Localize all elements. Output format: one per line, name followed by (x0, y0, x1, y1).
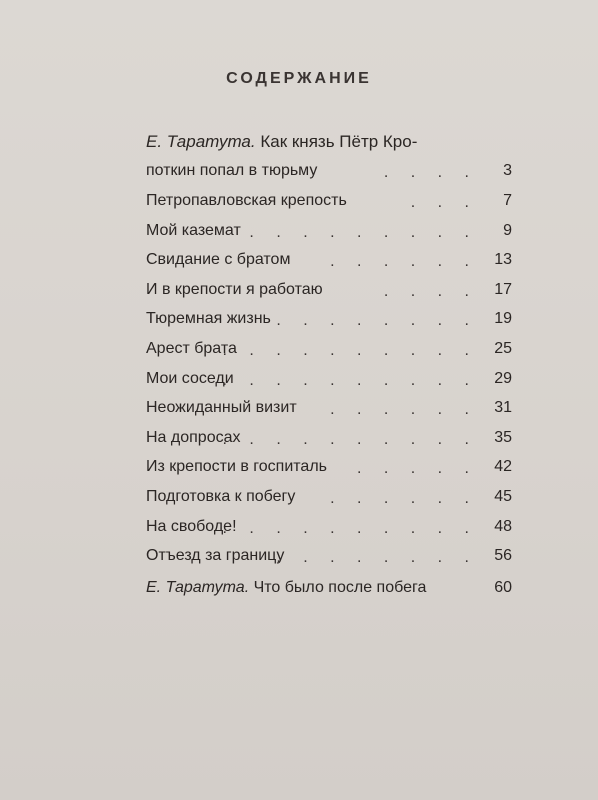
toc-entry-title: Тюремная жизнь (146, 310, 271, 328)
toc-entry (146, 192, 516, 222)
dot-leader: . . . . . . . . (276, 312, 478, 330)
toc-entry (146, 488, 516, 518)
toc-entry-title: Неожиданный визит (146, 399, 297, 417)
dot-leader: . . . . . . . . . . (222, 430, 478, 448)
toc-entry-afterword-text: Что было после побега (253, 578, 427, 596)
toc-entry-title: На допросах (146, 428, 241, 446)
toc-entry (146, 429, 516, 459)
toc-entry-title: Отъезд за границу (146, 547, 285, 565)
dot-leader: . . . . . . . . . (249, 223, 478, 241)
toc-entry-title: Свидание с братом (146, 251, 291, 269)
page-number: 19 (494, 310, 512, 328)
toc-entry-title: Арест брата (146, 339, 237, 357)
dot-leader: . . . . . (356, 460, 478, 478)
page-number: 13 (494, 251, 512, 269)
toc-entry-intro-title-start: Как князь Пётр Кро- (260, 132, 418, 151)
dot-leader: . . . . . . . . (276, 549, 478, 567)
page-number: 35 (494, 428, 512, 446)
toc-entry (146, 222, 516, 252)
toc-entry (146, 251, 516, 281)
toc-entry-title: На свободе! (146, 517, 237, 535)
toc-entry-afterword-title (146, 579, 426, 597)
toc-entry (146, 340, 516, 370)
dot-leader: . . . . . . . . . . (222, 519, 478, 537)
toc-entry-intro-line2 (146, 162, 516, 180)
toc-entry-afterword (146, 579, 516, 609)
dot-leader: . . . . . . (330, 401, 478, 419)
toc-entry-intro-line1 (146, 132, 417, 152)
toc-entry (146, 547, 516, 577)
page-number: 60 (494, 578, 512, 596)
page-number: 3 (503, 162, 512, 179)
page-number: 25 (494, 339, 512, 357)
page-title: СОДЕРЖАНИЕ (226, 70, 372, 87)
toc-entry-title: И в крепости я работаю (146, 280, 323, 298)
dot-leader: . . . . . . (330, 253, 478, 271)
toc-entry-intro (146, 132, 516, 192)
toc-entry-title: Подготовка к побегу (146, 487, 296, 505)
page-number: 31 (494, 399, 512, 417)
toc-entry (146, 458, 516, 488)
toc-entry-title: Мои соседи (146, 369, 234, 387)
toc-entry (146, 399, 516, 429)
toc-entry-title: Из крепости в госпиталь (146, 458, 327, 476)
table-of-contents (146, 132, 516, 608)
page-number: 56 (494, 547, 512, 565)
dot-leader: . . . . (383, 164, 478, 181)
dot-leader: . . . . . . . . . . (222, 341, 478, 359)
toc-entry (146, 281, 516, 311)
author-name: Е. Таратута. (146, 578, 250, 596)
toc-entry (146, 370, 516, 400)
dot-leader: . . . . . . . . . . (222, 371, 478, 389)
toc-entry (146, 518, 516, 548)
page-number: 45 (494, 487, 512, 505)
toc-entry (146, 310, 516, 340)
page-number: 17 (494, 280, 512, 298)
author-name: Е. Таратута. (146, 132, 256, 151)
dot-leader: . . . . . . (330, 489, 478, 507)
dot-leader: . . . . (383, 282, 478, 300)
dot-leader: . . . (410, 194, 478, 211)
page-number: 7 (503, 192, 512, 209)
toc-entry-title: Мой каземат (146, 221, 241, 239)
page-number: 48 (494, 517, 512, 535)
toc-entry-title: Петропавловская крепость (146, 192, 347, 209)
page-number: 9 (503, 221, 512, 239)
page-number: 42 (494, 458, 512, 476)
page-number: 29 (494, 369, 512, 387)
toc-entry-intro-title-end: поткин попал в тюрьму (146, 162, 318, 179)
